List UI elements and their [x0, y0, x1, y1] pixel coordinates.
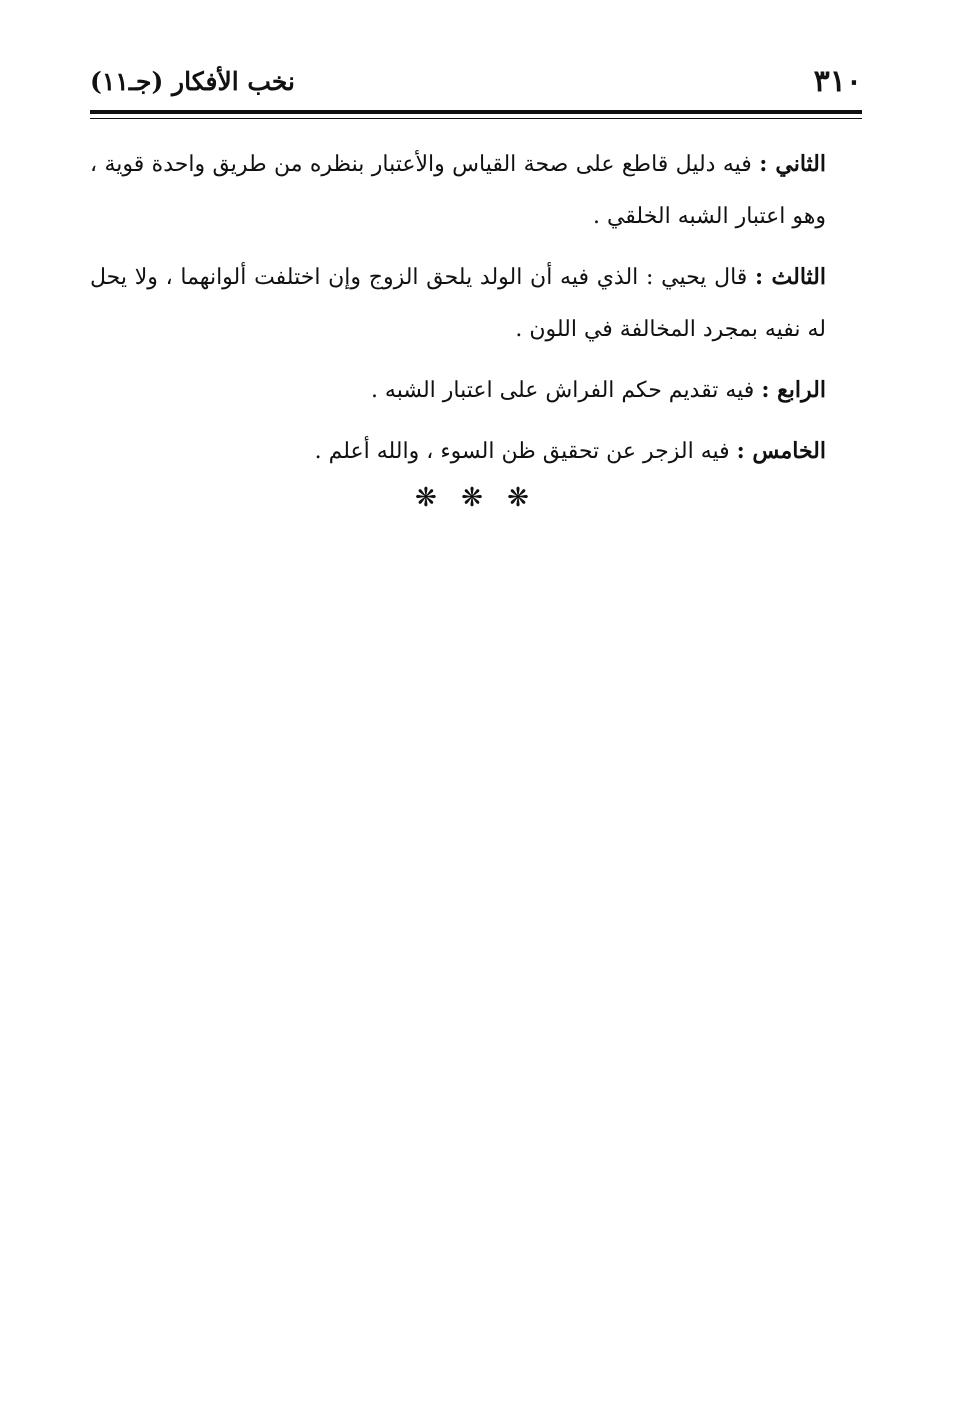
paragraph-third [90, 251, 862, 356]
paragraph-second [90, 138, 862, 243]
header-rule-thin [90, 118, 862, 119]
paragraph-text: فيه الزجر عن تحقيق ظن السوء ، والله أعلم . [314, 439, 737, 464]
paragraph-text: فيه دليل قاطع على صحة القياس والأعتبار بنظره من طريق واحدة قوية ، وهو اعتبار الشبه الخلقي . [90, 152, 826, 229]
paragraph-text: قال يحيي : الذي فيه أن الولد يلحق الزوج وإن اختلفت ألوانهما ، ولا يحل له نفيه بمجرد المخالفة في اللون . [90, 265, 826, 342]
running-title: نخب الأفكار (جـ١١) [90, 67, 296, 96]
body-text [90, 138, 862, 478]
paragraph-fourth [90, 364, 862, 417]
paragraph-lead: الخامس : [736, 438, 826, 464]
paragraph-lead: الرابع : [761, 377, 826, 403]
paragraph-lead: الثالث : [755, 264, 826, 290]
header-rule-thick [90, 110, 862, 114]
page-number: ٣١٠ [813, 64, 862, 99]
section-separator: ❋ ❋ ❋ [415, 483, 537, 513]
page-header [90, 60, 862, 108]
paragraph-fifth [90, 425, 862, 478]
paragraph-lead: الثاني : [759, 151, 826, 177]
paragraph-text: فيه تقديم حكم الفراش على اعتبار الشبه . [370, 378, 762, 403]
